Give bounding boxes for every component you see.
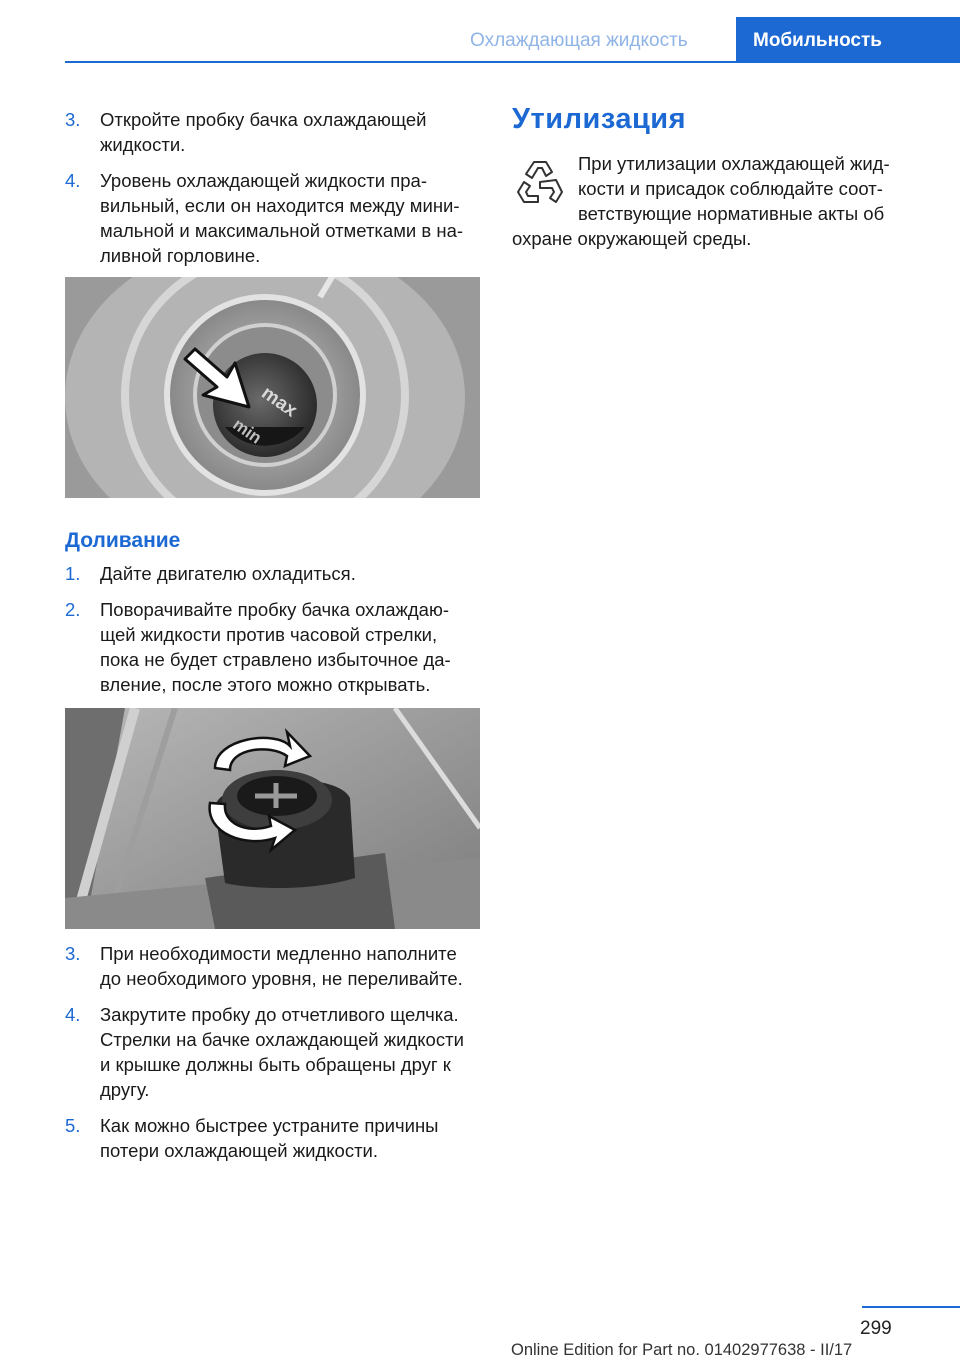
list-item: [65, 941, 477, 991]
step-number: 4.: [65, 170, 81, 191]
topping-up-steps-b: [65, 941, 477, 1174]
step-text: Как можно быстрее устраните причины потери охлаждающей жидкости.: [100, 1115, 439, 1161]
header-section-title: Охлаждающая жидкость: [470, 30, 688, 51]
reservoir-cap-photo: [65, 708, 480, 929]
disposal-text-continued: охране окружающей среды.: [512, 228, 752, 249]
step-text: Поворачивайте пробку бачка охлаждающей жидкости против часовой стрелки, пока не будет стравлено избыточное давление, после этого можно открывать.: [100, 599, 451, 695]
step-number: 4.: [65, 1004, 81, 1025]
step-text: Откройте пробку бачка охлаждающей жидкости.: [100, 109, 427, 155]
section-heading-topping-up: Доливание: [65, 529, 181, 552]
section-heading-disposal: Утилизация: [512, 103, 687, 135]
header-rule: [65, 61, 960, 63]
header-chapter-tab[interactable]: Мобильность: [736, 17, 960, 61]
step-text: При необходимости медленно наполните до необходимого уровня, не переливайте.: [100, 943, 463, 989]
step-number: 3.: [65, 943, 81, 964]
step-number: 5.: [65, 1115, 81, 1136]
min-mark: min: [229, 414, 266, 448]
recycle-icon: [512, 154, 568, 210]
step-text: Дайте двигателю охладиться.: [100, 563, 356, 584]
list-item: [65, 107, 477, 157]
list-item: [65, 1113, 477, 1163]
check-steps-list: [65, 107, 477, 279]
list-item: [65, 168, 477, 268]
step-number: 3.: [65, 109, 81, 130]
step-text: Уровень охлаждающей жидкости правильный, если он находится между минимальной и максимальной отметками в наливной горловине.: [100, 170, 464, 266]
filler-neck-photo: [65, 277, 480, 498]
topping-up-steps-a: [65, 561, 477, 708]
edition-note: Online Edition for Part no. 01402977638 - II/17: [511, 1341, 853, 1359]
step-text: Закрутите пробку до отчетливого щелчка. Стрелки на бачке охлаждающей жидкости и крышке должны быть обращены друг к другу.: [100, 1004, 464, 1100]
page-number: 299: [860, 1318, 892, 1339]
step-number: 2.: [65, 599, 81, 620]
disposal-text: При утилизации охлаждающей жидкости и присадок соблюдайте соответствующие нормативные акты об: [578, 153, 890, 224]
max-mark: max: [257, 382, 301, 422]
list-item: [65, 1002, 477, 1102]
list-item: [65, 597, 477, 697]
step-number: 1.: [65, 563, 81, 584]
footer-rule: [862, 1306, 960, 1308]
list-item: [65, 561, 477, 586]
